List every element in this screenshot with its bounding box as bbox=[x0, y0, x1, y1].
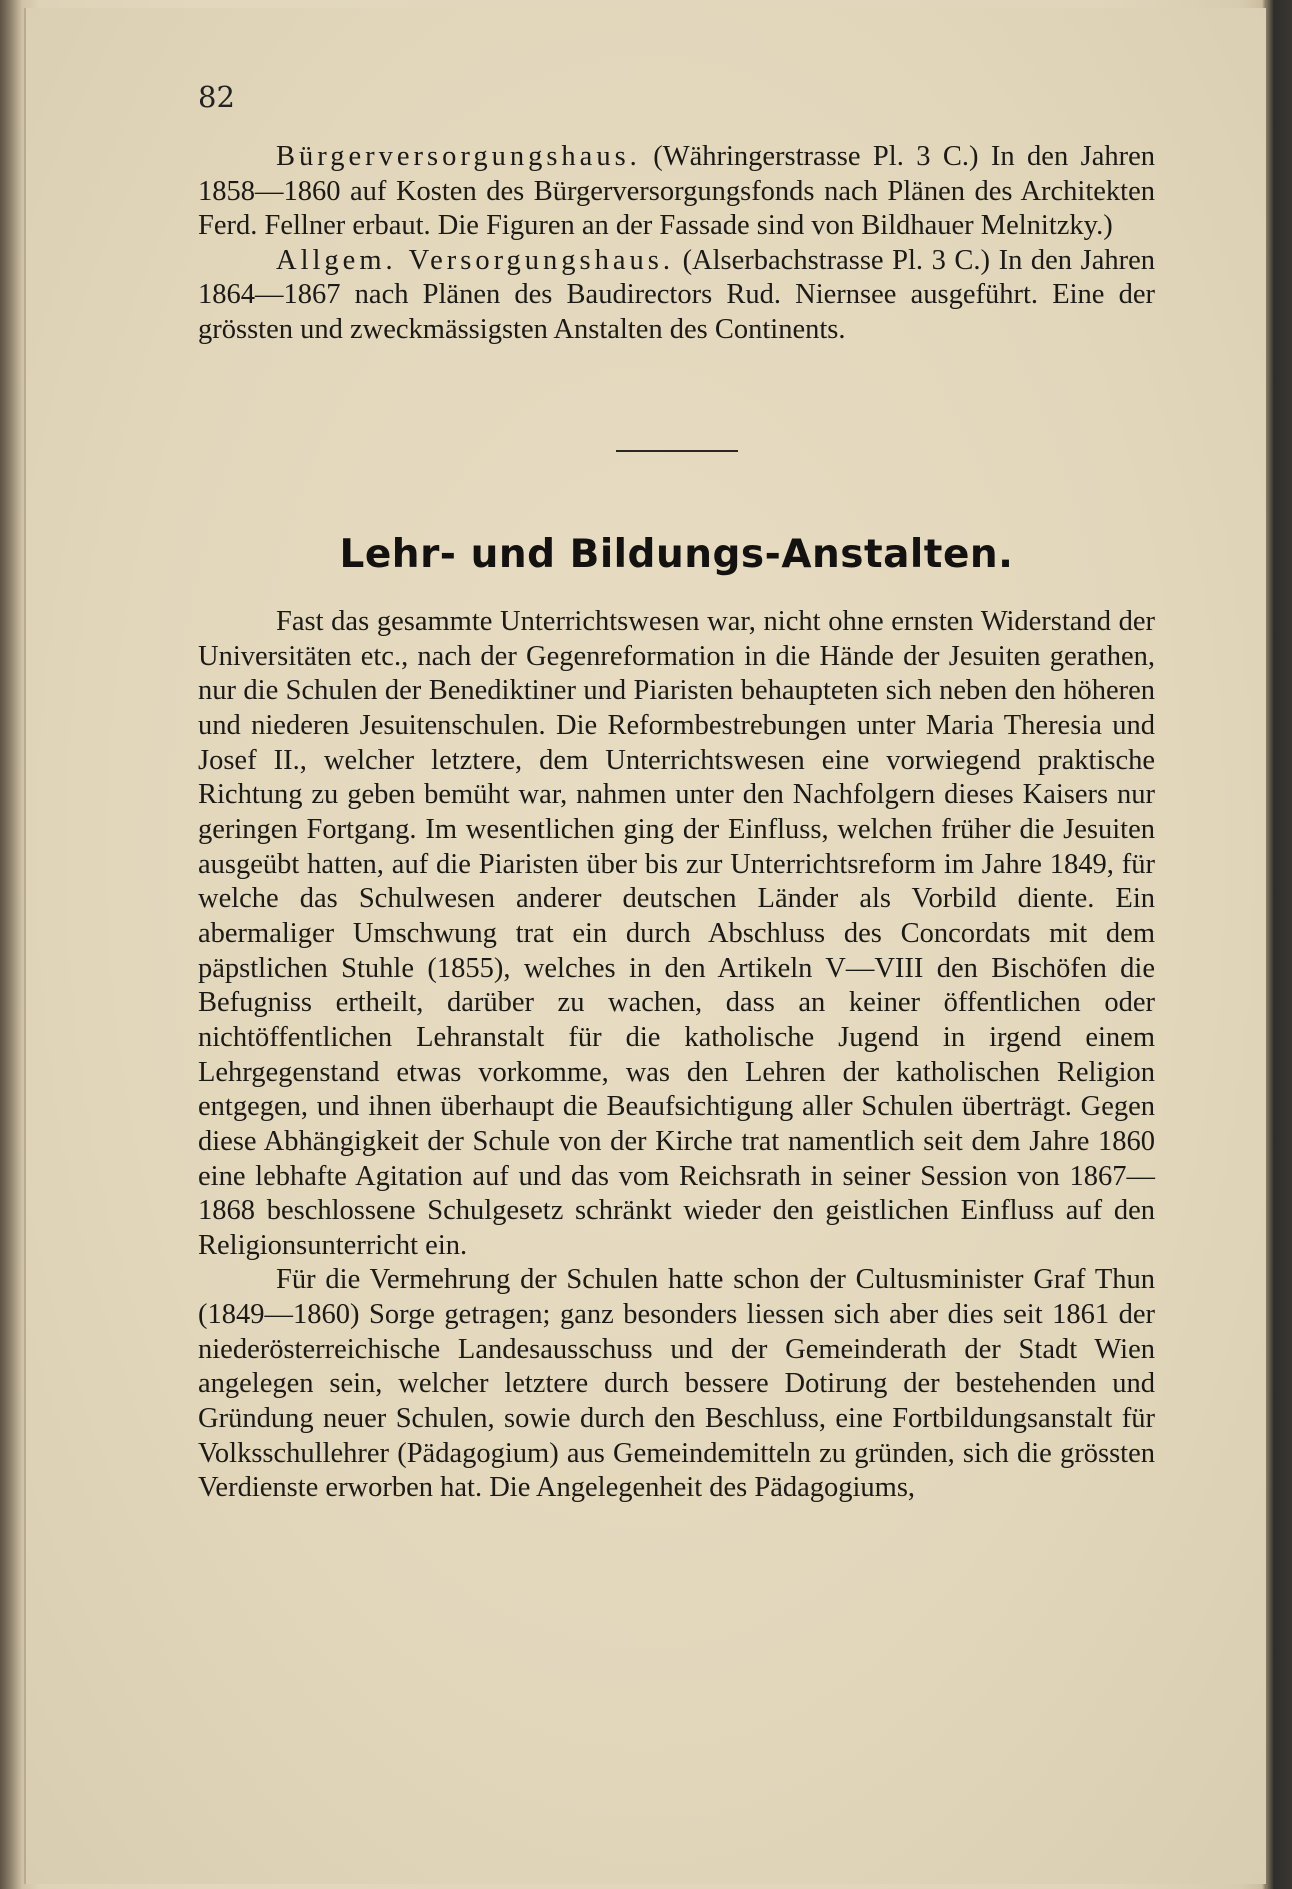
section-heading: Lehr- und Bildungs-Anstalten. bbox=[339, 532, 1014, 577]
paragraph: Für die Vermehrung der Schulen hatte schon der Cultusminister Graf Thun (1849—1860) Sorge getragen; ganz besonders liessen sich aber dies seit 1861 der niederösterreichische Landesausschuss und der Gemeinderath der Stadt Wien angelegen sein, welcher letztere durch bessere Dotirung der bestehenden und Gründung neuer Schulen, sowie durch den Beschluss, eine Fortbildungsanstalt für Volksschullehrer (Pädagogium) aus Gemeindemitteln zu gründen, sich die grössten Verdienste erworben hat. Die Angelegenheit des Pädagogiums, bbox=[198, 1264, 1155, 1504]
entry-text: (Alserbachstrasse Pl. 3 C.) In den Jahren 1864—1867 nach Plänen des Baudirectors Rud. Niernsee ausgeführt. Eine der grössten und zweckmässigsten Anstalten des Continents. bbox=[198, 244, 1155, 345]
entry-text: (Währingerstrasse Pl. 3 C.) In den Jahren 1858—1860 auf Kosten des Bürgerversorgungsfonds nach Plänen des Architekten Ferd. Fellner erbaut. Die Figuren an der Fassade sind von Bildhauer Melnitzky.) bbox=[198, 141, 1155, 242]
book-spine-edge bbox=[1266, 0, 1292, 1889]
page-number: 82 bbox=[198, 80, 235, 114]
entry-buergerversorgungshaus bbox=[198, 140, 1155, 244]
entry-versorgungshaus bbox=[198, 244, 1155, 348]
entry-title: Allgem. Versorgungshaus. bbox=[276, 244, 674, 276]
entry-title: Bürgerversorgungshaus. bbox=[276, 141, 641, 172]
paragraph: Fast das gesammte Unterrichtswesen war, nicht ohne ernsten Widerstand der Universitäten etc., nach der Gegenreformation in die Hände der Jesuiten gerathen, nur die Schulen der Benediktiner und Piaristen behaupteten sich neben den höheren und niederen Jesuitenschulen. Die Reformbestrebungen unter Maria Theresia und Josef II., welcher letztere, dem Unterrichtswesen eine vorwiegend praktische Richtung zu geben bemüht war, nahmen unter den Nachfolgern dieses Kaisers nur geringen Fortgang. Im wesentlichen ging der Einfluss, welchen früher die Jesuiten ausgeübt hatten, auf die Piaristen über bis zur Unterrichtsreform im Jahre 1849, für welche das Schulwesen anderer deutschen Länder als Vorbild diente. Ein abermaliger Umschwung trat ein durch Abschluss des Concordats mit dem päpstlichen Stuhle (1855), welches in den Artikeln V—VIII den Bischöfen die Befugniss ertheilt, darüber zu wachen, dass an keiner öffentlichen oder nichtöffentlichen Lehranstalt für die katholische Jugend in irgend einem Lehrgegenstand etwas vorkomme, was den Lehren der katholischen Religion entgegen, und ihnen überhaupt die Beaufsichtigung aller Schulen überträgt. Gegen diese Abhängigkeit der Schule von der Kirche trat namentlich seit dem Jahre 1860 eine lebhafte Agitation auf und das vom Reichsrath in seiner Session von 1867—1868 beschlossene Schulgesetz schränkt wieder den geistlichen Einfluss auf den Religionsunterricht ein. bbox=[198, 606, 1155, 1261]
entries-block bbox=[198, 140, 1155, 348]
section-divider bbox=[616, 450, 738, 452]
body-text bbox=[198, 605, 1155, 1506]
